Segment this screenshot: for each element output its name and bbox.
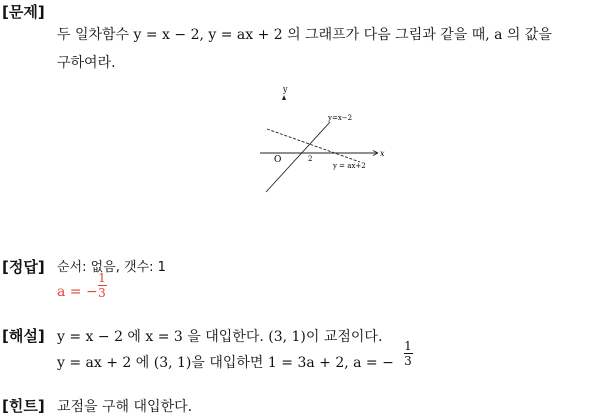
solution-fraction-numerator: 1: [404, 339, 412, 353]
answer-fraction: [96, 271, 108, 300]
answer-value: a = −: [57, 284, 98, 300]
answer-meta: 순서: 없음, 갯수: 1: [57, 260, 166, 275]
answer-fraction-numerator: 1: [98, 271, 106, 285]
linear-functions-graph: [250, 82, 400, 197]
solution-heading: [해설]: [2, 327, 45, 345]
line2-label: y = ax+2: [333, 162, 366, 170]
problem-text-line1: 두 일차함수 y = x − 2, y = ax + 2 의 그래프가 다음 그림과 같을 때, a 의 값을: [57, 27, 552, 43]
x-axis-label: x: [380, 149, 385, 158]
line1-label: y=x−2: [328, 114, 353, 122]
answer-fraction-denominator: 3: [98, 286, 106, 300]
solution-fraction: [402, 339, 414, 368]
problem-text-line2: 구하여라.: [57, 55, 116, 71]
y-axis-label: y: [283, 85, 288, 94]
problem-heading: [문제]: [2, 3, 45, 21]
x-intercept-label: 2: [308, 155, 313, 163]
solution-line2: y = ax + 2 에 (3, 1)을 대입하면 1 = 3a + 2, a = −: [57, 355, 394, 371]
solution-line1: y = x − 2 에 x = 3 을 대입한다. (3, 1)이 교점이다.: [57, 329, 383, 345]
answer-heading: [정답]: [2, 258, 45, 276]
y-axis-arrow: [282, 95, 286, 100]
origin-label: O: [274, 155, 282, 165]
solution-fraction-denominator: 3: [404, 354, 412, 368]
hint-heading: [힌트]: [2, 397, 45, 415]
hint-text: 교점을 구해 대입한다.: [57, 399, 193, 415]
